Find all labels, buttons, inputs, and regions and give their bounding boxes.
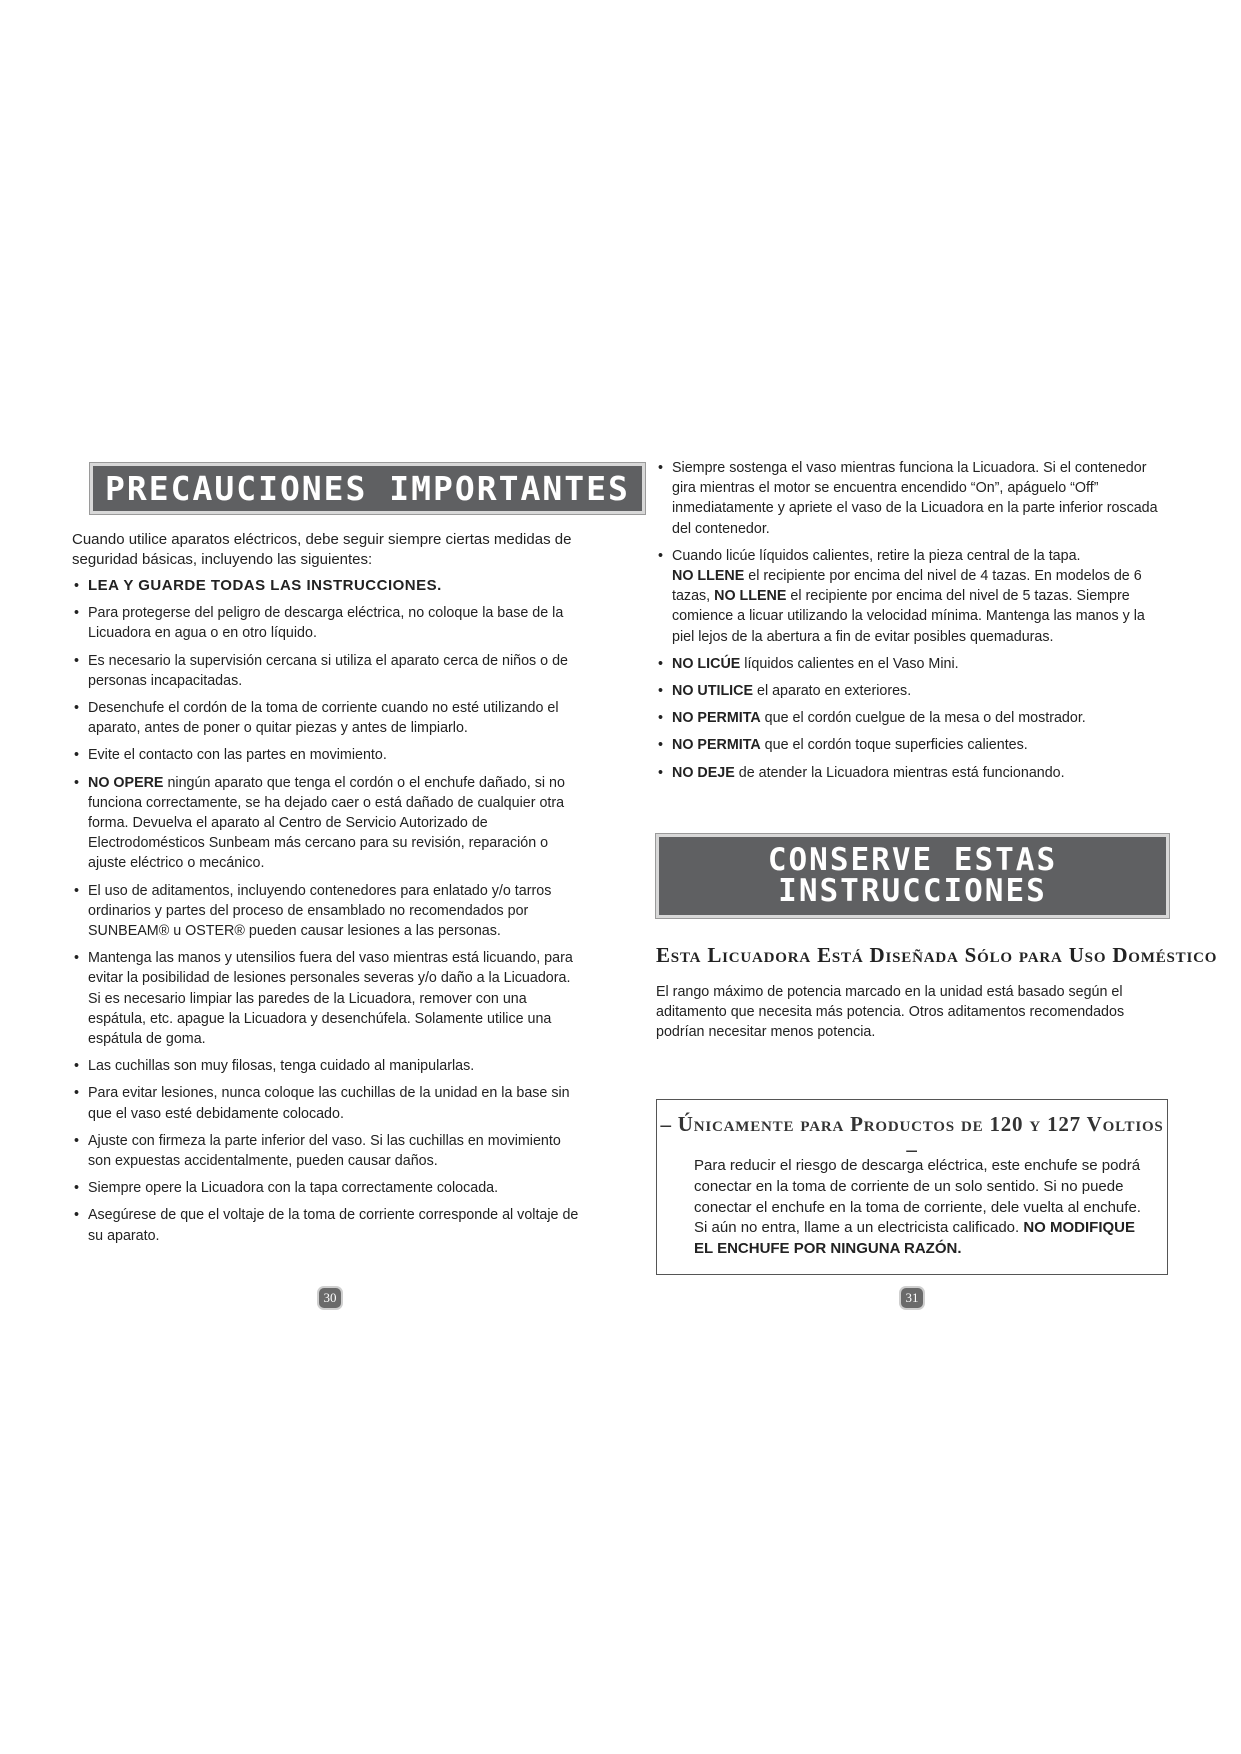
item-strong: NO LLENE (714, 588, 787, 605)
item-text: Siempre sostenga el vaso mientras funciona la Licuadora. Si el contenedor gira mientras el motor se encuentra encendido “On”, apáguelo “Off” inmediatamente y apriete el vaso de la Licuadora en la parte inferior roscada del contenedor. (672, 460, 1158, 537)
list-item (72, 1205, 582, 1245)
item-text: ningún aparato que tenga el cordón o el enchufe dañado, si no funciona correctamente, se ha dejado caer o está dañado de cualquier otra forma. Devuelva el aparato al Centro de Servicio Autorizado de Electrodomésticos Sunbeam más cercano para su revisión, reparación o ajuste eléctrico o mecánico. (88, 774, 565, 872)
item-text: Asegúrese de que el voltaje de la toma de corriente corresponde al voltaje de su aparato. (88, 1207, 579, 1244)
list-item (72, 603, 582, 643)
item-text: Para protegerse del peligro de descarga eléctrica, no coloque la base de la Licuadora en agua o en otro líquido. (88, 605, 564, 642)
list-item (72, 773, 582, 874)
item-text: líquidos calientes en el Vaso Mini. (740, 655, 959, 672)
list-item (72, 881, 582, 942)
left-precautions (72, 530, 582, 1253)
list-item (72, 651, 582, 691)
domestic-use-text: El rango máximo de potencia marcado en la unidad está basado según el aditamento que necesita más potencia. Otros aditamentos recomendados podrían necesitar menos potencia. (656, 984, 1125, 1041)
list-item (656, 654, 1171, 674)
left-banner-title: PRECAUCIONES IMPORTANTES (90, 463, 645, 514)
item-strong: NO LICÚE (672, 655, 741, 672)
item-text: Mantenga las manos y utensilios fuera del vaso mientras está licuando, para evitar la posibilidad de lesiones personales severas y/o daño a la Licuadora. Si es necesario limpiar las paredes de la Licuadora, remover con una espátula, etc. apague la Licuadora y desenchúfela. Solamente utilice una espátula de goma. (88, 950, 573, 1048)
list-item (656, 763, 1171, 783)
item-text: Ajuste con firmeza la parte inferior del vaso. Si las cuchillas en movimiento son expuestas accidentalmente, pueden causar daños. (88, 1132, 561, 1170)
list-item (656, 546, 1171, 647)
list-item (656, 735, 1171, 755)
item-strong: NO PERMITA (672, 737, 761, 754)
precautions-list-continued (656, 458, 1171, 783)
item-strong: NO PERMITA (672, 710, 761, 727)
list-item (72, 698, 582, 738)
list-item (656, 708, 1171, 728)
voltage-notice-box (656, 1099, 1168, 1275)
item-text: Evite el contacto con las partes en movimiento. (88, 747, 387, 764)
list-item (72, 1178, 582, 1198)
item-text: que el cordón cuelgue de la mesa o del mostrador. (760, 710, 1086, 727)
domestic-use-heading: Esta Licuadora Está Diseñada Sólo para Uso Doméstico (656, 943, 1218, 967)
intro-text: Cuando utilice aparatos eléctricos, debe seguir siempre ciertas medidas de seguridad básicas, incluyendo las siguientes: (72, 531, 572, 568)
item-text: el aparato en exteriores. (753, 683, 912, 700)
list-item (72, 1056, 582, 1076)
item-text: Siempre opere la Licuadora con la tapa correctamente colocada. (88, 1180, 499, 1197)
item-strong: NO LLENE (672, 568, 745, 585)
item-strong: LEA Y GUARDE TODAS LAS INSTRUCCIONES. (88, 577, 442, 594)
voltage-notice-body: Para reducir el riesgo de descarga eléctrica, este enchufe se podrá conectar en la toma de corriente de un solo sentido. Si no puede conectar el enchufe en la toma de corriente, dele vuelta al enchufe. Si aún no entra, llame a un electricista calificado. (694, 1157, 1141, 1237)
voltage-notice-title: – Únicamente para Productos de 120 y 127 Voltios – (660, 1112, 1164, 1161)
item-text: Para evitar lesiones, nunca coloque las cuchillas de la unidad en la base sin que el vaso esté debidamente colocado. (88, 1085, 570, 1122)
list-item (72, 576, 582, 596)
list-item (72, 745, 582, 765)
page-number-left: 30 (319, 1288, 341, 1308)
right-precautions (656, 458, 1171, 790)
list-item (72, 948, 582, 1049)
item-strong: NO DEJE (672, 764, 735, 781)
item-strong: NO OPERE (88, 774, 164, 791)
item-text: el recipiente por encima del nivel de 4 tazas. En modelos de 6 tazas, (672, 568, 1142, 605)
item-text: que el cordón toque superficies calientes. (760, 737, 1028, 754)
list-item (656, 458, 1171, 539)
right-banner-title: CONSERVE ESTAS INSTRUCCIONES (656, 834, 1169, 918)
item-strong: NO UTILICE (672, 683, 754, 700)
voltage-notice-text (694, 1156, 1144, 1260)
item-text: Las cuchillas son muy filosas, tenga cuidado al manipularlas. (88, 1058, 475, 1075)
precautions-list (72, 576, 582, 1246)
item-text: Cuando licúe líquidos calientes, retire la pieza central de la tapa. (672, 547, 1081, 564)
item-text: el recipiente por encima del nivel de 5 tazas. Siempre comience a licuar utilizando la velocidad mínima. Mantenga las manos y la piel lejos de la abertura a fin de evitar posibles quemaduras. (672, 588, 1145, 645)
list-item (72, 1131, 582, 1171)
list-item (656, 681, 1171, 701)
list-item (72, 1083, 582, 1123)
item-text: Desenchufe el cordón de la toma de corriente cuando no esté utilizando el aparato, antes de poner o quitar piezas y antes de limpiarlo. (88, 700, 559, 737)
item-text: de atender la Licuadora mientras está funcionando. (734, 764, 1065, 781)
page-number-right: 31 (901, 1288, 923, 1308)
item-text: Es necesario la supervisión cercana si utiliza el aparato cerca de niños o de personas incapacitadas. (88, 652, 569, 689)
voltage-notice-warning: NO MODIFIQUE EL ENCHUFE POR NINGUNA RAZÓN. (694, 1219, 1136, 1258)
item-text: El uso de aditamentos, incluyendo contenedores para enlatado y/o tarros ordinarios y partes del proceso de ensamblado no recomendados por SUNBEAM® u OSTER® pueden causar lesiones a las personas. (88, 882, 552, 940)
